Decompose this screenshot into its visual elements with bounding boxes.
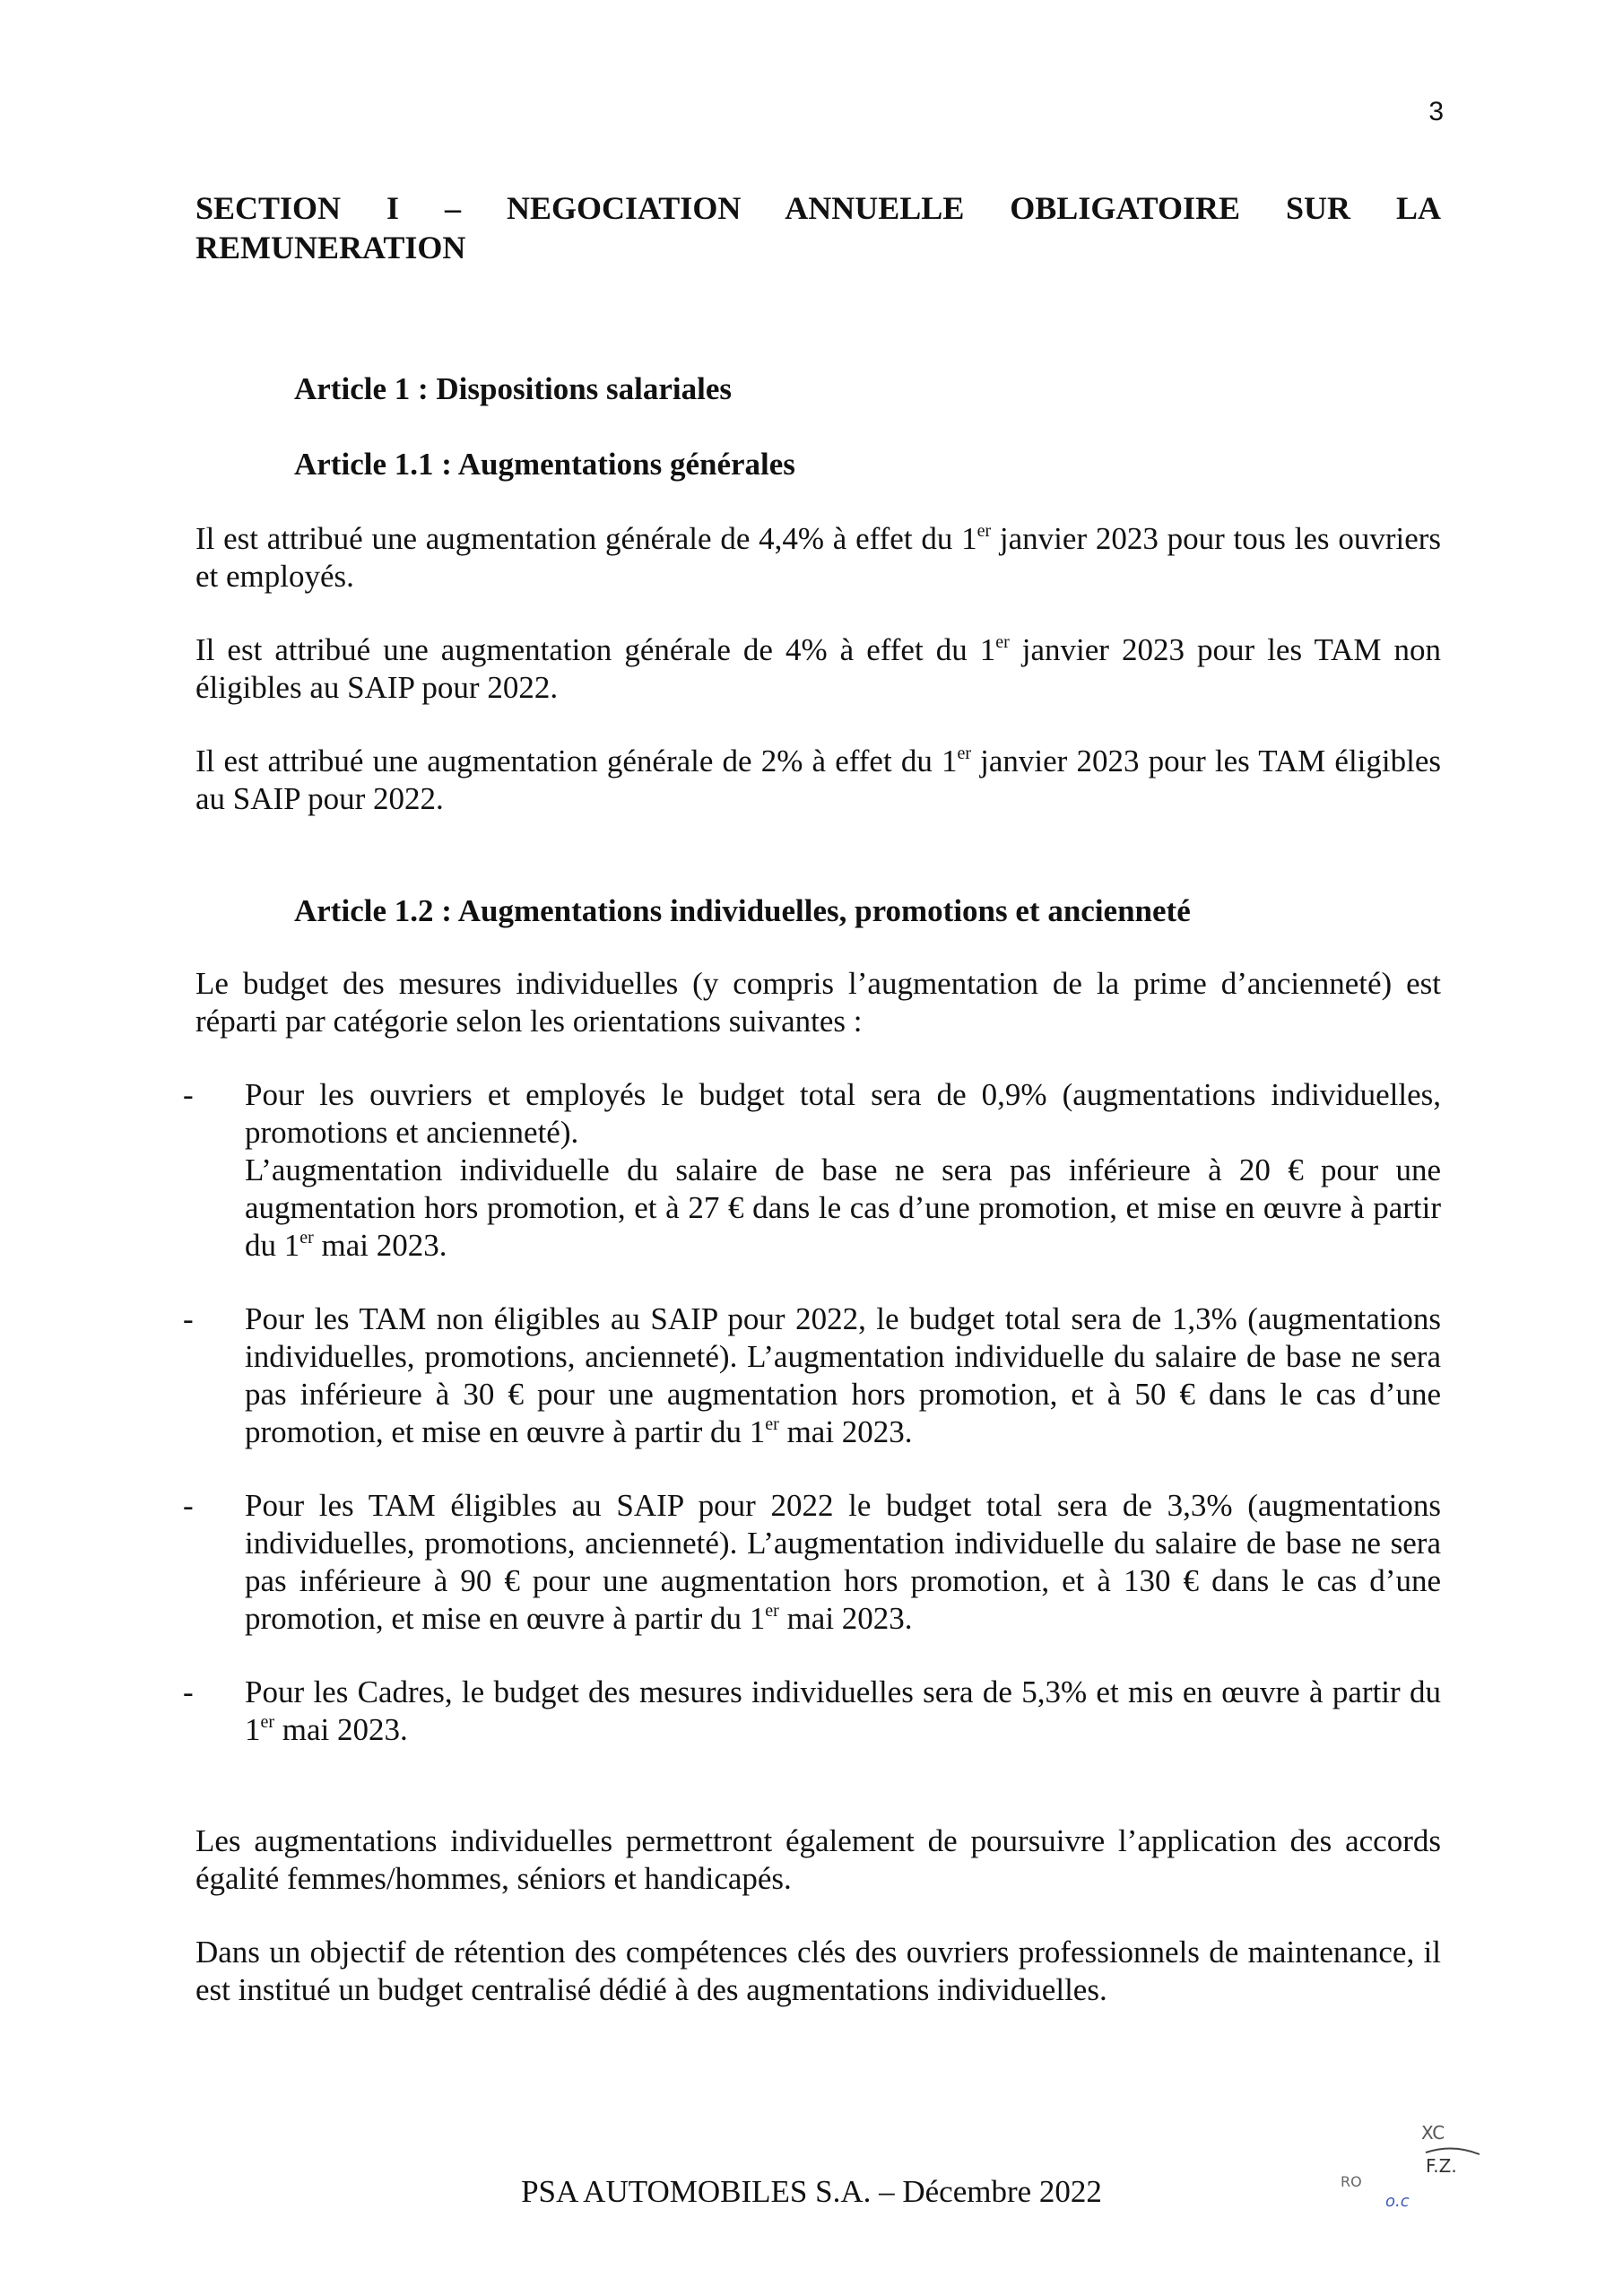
page-number: 3 xyxy=(1428,97,1444,126)
bullet-ouvriers-employes xyxy=(183,1076,1441,1265)
article-1-1-heading: Article 1.1 : Augmentations générales xyxy=(294,447,795,482)
section-title-continued: REMUNERATION xyxy=(195,230,466,265)
bullet-cadres xyxy=(183,1674,1441,1749)
bullet-tam-eligibles xyxy=(183,1487,1441,1638)
initials-ro: RO xyxy=(1341,2173,1362,2190)
article-1-2-heading: Article 1.2 : Augmentations individuelles, promotions et ancienneté xyxy=(294,893,1191,928)
article-1-heading: Article 1 : Dispositions salariales xyxy=(294,371,733,406)
paragraph-retention-competences: Dans un objectif de rétention des compétences clés des ouvriers professionnels de maintenance, il est institué un budget centralisé dédié à des augmentations individuelles. xyxy=(195,1935,1441,2007)
page-content xyxy=(183,188,1442,2009)
bullet-text-continued: L’augmentation individuelle du salaire de base ne sera pas inférieure à 20 € pour une augmentation hors promotion, et à 27 € dans le cas d’une promotion, et mise en œuvre à partir du 1er mai 2023. xyxy=(245,1152,1441,1263)
handwritten-initials xyxy=(1336,2117,1497,2215)
bullet-dash: - xyxy=(183,1301,194,1336)
bullet-tam-non-eligibles xyxy=(183,1300,1441,1451)
bullet-text: Pour les Cadres, le budget des mesures individuelles sera de 5,3% et mis en œuvre à partir du 1er mai 2023. xyxy=(245,1674,1441,1747)
article-1-1-paragraph-3: Il est attribué une augmentation générale de 2% à effet du 1er janvier 2023 pour les TAM éligibles au SAIP pour 2022. xyxy=(195,744,1441,816)
bullet-text: Pour les ouvriers et employés le budget total sera de 0,9% (augmentations individuelles, promotions et ancienneté). xyxy=(245,1077,1441,1150)
initials-xc: XC xyxy=(1421,2122,1445,2144)
bullet-dash: - xyxy=(183,1674,194,1709)
section-title: SECTION I – NEGOCIATION ANNUELLE OBLIGATOIRE SUR LA xyxy=(195,190,1441,226)
bullet-text: Pour les TAM éligibles au SAIP pour 2022 le budget total sera de 3,3% (augmentations individuelles, promotions, ancienneté). L’augmentation individuelle du salaire de base ne sera pas inférieure à 90 € pour une augmentation hors promotion, et à 130 € dans le cas d’une promotion, et mise en œuvre à partir du 1er mai 2023. xyxy=(245,1488,1441,1636)
bullet-dash: - xyxy=(183,1077,194,1112)
initials-oc: o.c xyxy=(1385,2192,1410,2211)
page-footer: PSA AUTOMOBILES S.A. – Décembre 2022 xyxy=(521,2174,1102,2209)
article-1-1-paragraph-2: Il est attribué une augmentation générale de 4% à effet du 1er janvier 2023 pour les TAM non éligibles au SAIP pour 2022. xyxy=(195,632,1441,705)
bullet-dash: - xyxy=(183,1488,194,1523)
initials-fz: F.Z. xyxy=(1426,2155,1457,2177)
article-1-2-intro: Le budget des mesures individuelles (y compris l’augmentation de la prime d’ancienneté) est réparti par catégorie selon les orientations suivantes : xyxy=(195,966,1441,1039)
article-1-1-paragraph-1: Il est attribué une augmentation générale de 4,4% à effet du 1er janvier 2023 pour tous les ouvriers et employés. xyxy=(195,521,1442,594)
bullet-text: Pour les TAM non éligibles au SAIP pour 2022, le budget total sera de 1,3% (augmentations individuelles, promotions, ancienneté). L’augmentation individuelle du salaire de base ne sera pas inférieure à 30 € pour une augmentation hors promotion, et à 50 € dans le cas d’une promotion, et mise en œuvre à partir du 1er mai 2023. xyxy=(245,1301,1441,1449)
paragraph-accords-egalite: Les augmentations individuelles permettront également de poursuivre l’application des accords égalité femmes/hommes, séniors et handicapés. xyxy=(195,1823,1441,1896)
